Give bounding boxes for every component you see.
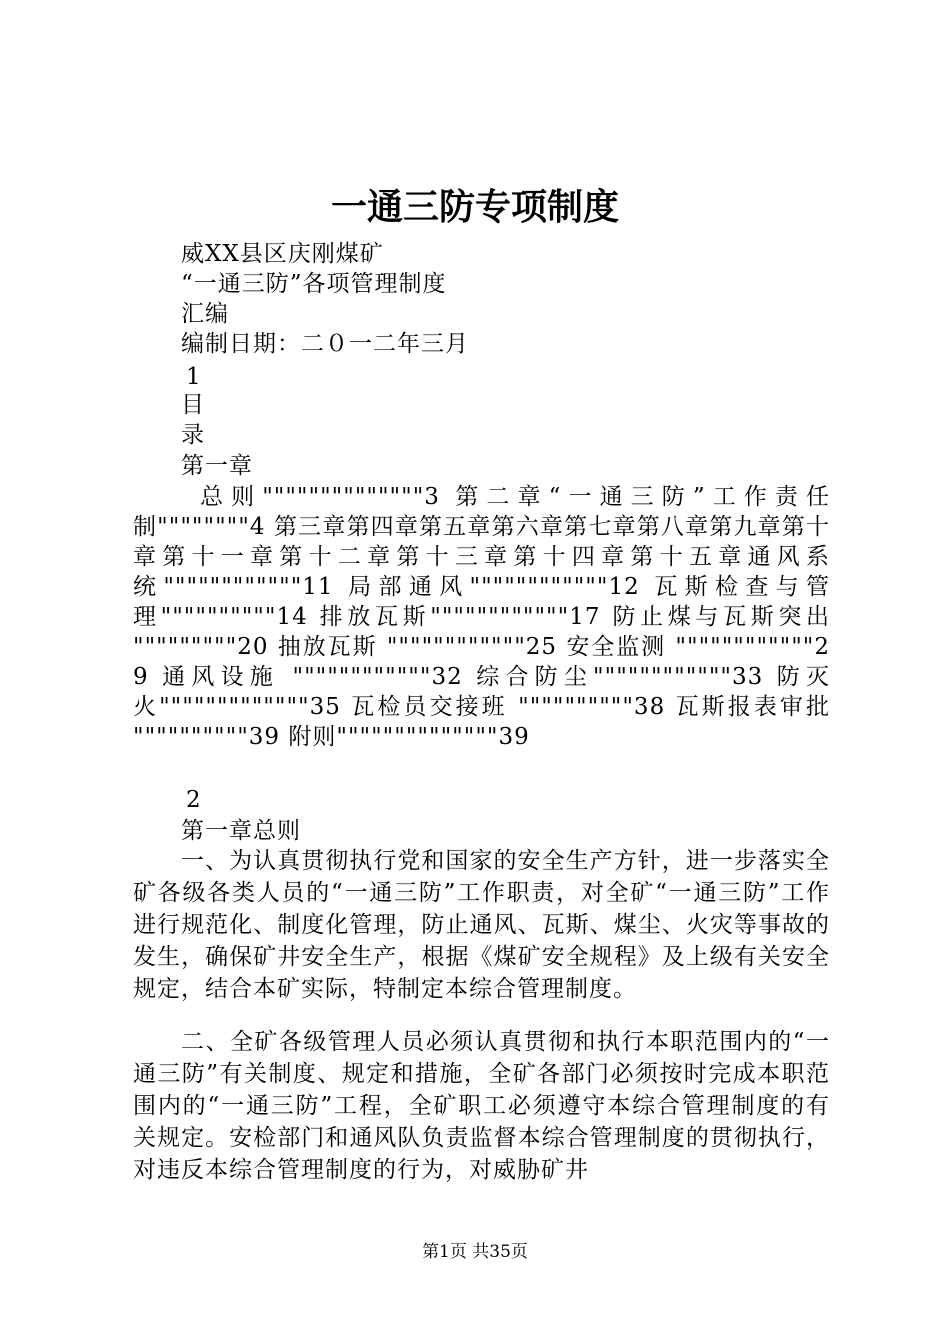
document-title: 一通三防专项制度 [330,186,619,228]
cover-compile: 汇编 [181,301,229,327]
page-footer: 第1页 共35页 [422,1242,528,1262]
company-name: 威XX县区庆刚煤矿 [181,241,384,267]
toc-heading-char-1: 目 [181,392,205,418]
toc-heading-char-2: 录 [181,422,205,448]
table-of-contents: 总则""""""""""""""3 第二章“一通三防”工作责任制""""""""4 第三章第四章第五章第六章第七章第八章第九章第十章第十一章第十二章第十三章第十四章第十五章通风系统""""""""""""11 局部通风""""""""""""12 瓦斯检查与管理""""""""""14 排放瓦斯""""""""""""17 防止煤与瓦斯突出 """""""""20 抽放瓦斯 """"""""""""25 安全监测 """"""""""""29 通风设施 """"""""""""32 综合防尘""""""""""""33 防灭火"""""""""""""35 瓦检员交接班 """"""""""38 瓦斯报表审批 """"""""""39 附则""""""""""""""39 [133,484,830,750]
cover-subtitle: “一通三防”各项管理制度 [181,271,447,297]
paragraph-2: 二、全矿各级管理人员必须认真贯彻和执行本职范围内的“一通三防”有关制度、规定和措施，全矿各部门必须按时完成本职范围内的“一通三防”工程，全矿职工必须遵守本综合管理制度的有关规定。安检部门和通风队负责监督本综合管理制度的贯彻执行，对违反本综合管理制度的行为，对威胁矿井 [133,1029,830,1183]
page-number-2: 2 [186,787,201,813]
toc-chapter-label: 第一章 [181,453,253,479]
page-number-1: 1 [186,364,201,390]
compile-date: 编制日期：二０一二年三月 [181,331,469,357]
chapter-1-title: 第一章总则 [181,818,301,844]
paragraph-1: 一、为认真贯彻执行党和国家的安全生产方针，进一步落实全矿各级各类人员的“一通三防”工作职责，对全矿“一通三防”工作进行规范化、制度化管理，防止通风、瓦斯、煤尘、火灾等事故的发生，确保矿井安全生产，根据《煤矿安全规程》及上级有关安全规定，结合本矿实际，特制定本综合管理制度。 [133,848,830,1002]
